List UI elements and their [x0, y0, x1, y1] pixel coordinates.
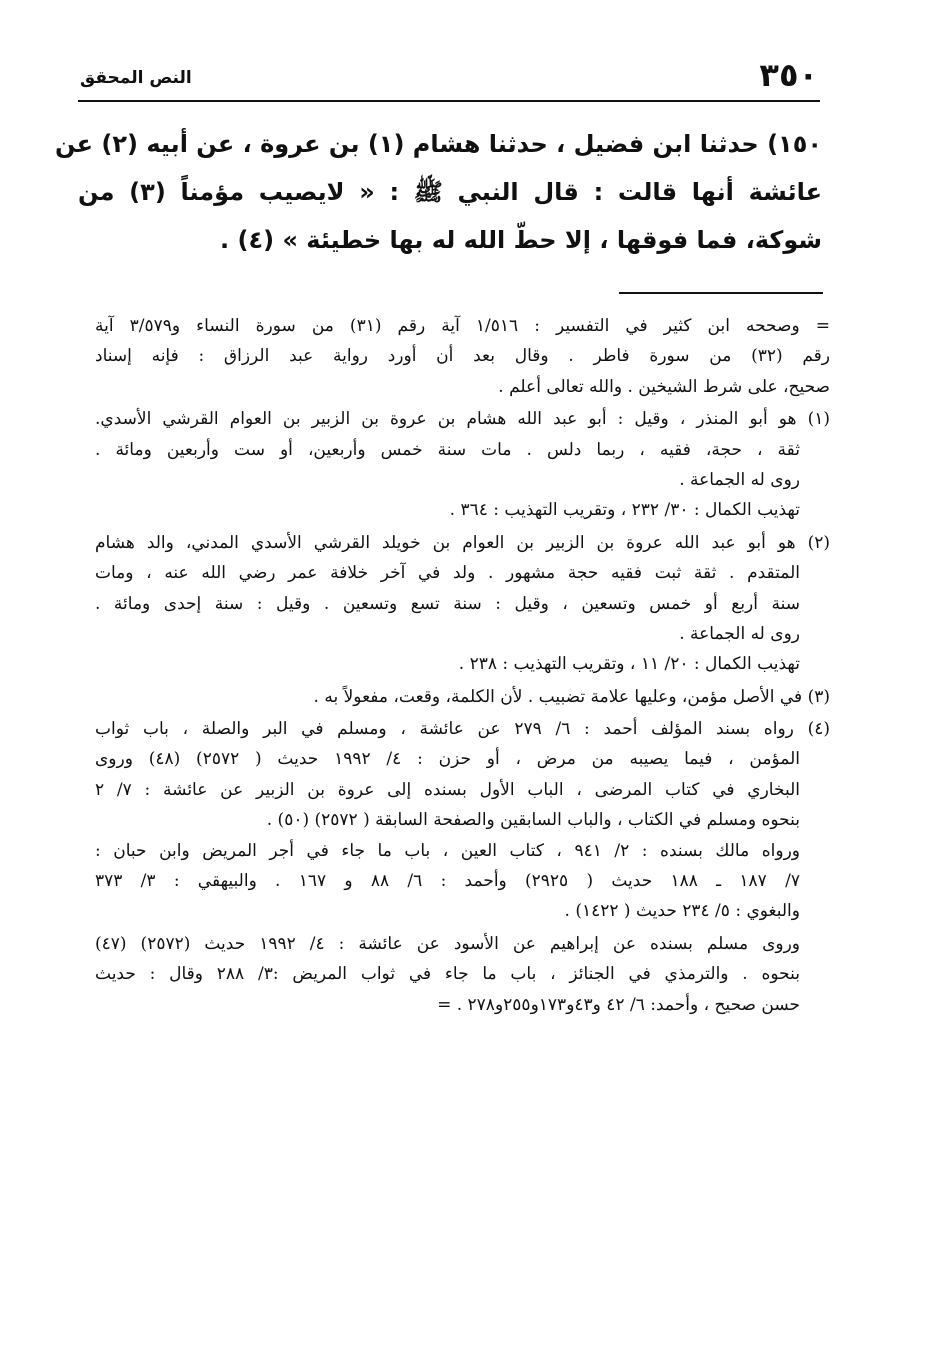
- footnote-line: روى له الجماعة .: [679, 469, 800, 490]
- footnote-line: = وصححه ابن كثير في التفسير : ١/٥١٦ آية رقم (٣١) من سورة النساء و٣/٥٧٩ آية: [95, 316, 830, 336]
- footnote-line: (١) هو أبو المنذر ، وقيل : أبو عبد الله هشام بن عروة بن الزبير بن العوام القرشي الأسدي.: [95, 409, 830, 430]
- footnote-separator: [619, 292, 823, 294]
- hadith-line: ١٥٠) حدثنا ابن فضيل ، حدثنا هشام (١) بن عروة ، عن أبيه (٢) عن: [55, 130, 822, 158]
- footnote-line: حسن صحيح ، وأحمد: ٦/ ٤٢ و٤٣و١٧٣و٢٥٥و٢٧٨ . =: [437, 994, 800, 1015]
- hadith-line: شوكة، فما فوقها ، إلا حطّ الله له بها خطيئة » (٤) .: [220, 226, 822, 254]
- footnote-line: المتقدم . ثقة ثبت فقيه حجة مشهور . ولد في آخر خلافة عمر رضي الله عنه ، ومات: [95, 563, 800, 584]
- footnote-line: تهذيب الكمال : ٢٠/ ١١ ، وتقريب التهذيب : ٢٣٨ .: [458, 654, 800, 675]
- footnote-line: ورواه مالك بسنده : ٢/ ٩٤١ ، كتاب العين ، باب ما جاء في أجر المريض وابن حبان :: [95, 840, 800, 861]
- footnote-line: روى له الجماعة .: [679, 623, 800, 644]
- footnote-line: المؤمن ، فيما يصيبه من مرض ، أو حزن : ٤/ ١٩٩٢ حديث ( ٢٥٧٢) (٤٨) وروى: [95, 749, 800, 770]
- footnote-2: [95, 528, 830, 680]
- hadith-line: عائشة أنها قالت : قال النبي ﷺ : « لايصيب مؤمناً (٣) من: [78, 178, 822, 206]
- footnote-line: بنحوه ومسلم في الكتاب ، والباب السابقين والصفحة السابقة ( ٢٥٧٢) (٥٠) .: [266, 810, 800, 831]
- footnote-3: [95, 682, 830, 712]
- hadith-text: [55, 120, 822, 264]
- footnote-line: (٣) في الأصل مؤمن، وعليها علامة تضبيب . لأن الكلمة، وقعت، مفعولاً به .: [313, 686, 830, 707]
- footnote-line: صحيح، على شرط الشيخين . والله تعالى أعلم .: [498, 376, 830, 397]
- footnote-line: وروى مسلم بسنده عن إبراهيم عن الأسود عن عائشة : ٤/ ١٩٩٢ حديث (٢٥٧٢) (٤٧): [95, 933, 801, 954]
- footnote-line: تهذيب الكمال : ٣٠/ ٢٣٢ ، وتقريب التهذيب : ٣٦٤ .: [449, 500, 800, 521]
- footnote-line: ٧/ ١٨٧ ـ ١٨٨ حديث ( ٢٩٢٥) وأحمد : ٦/ ٨٨ و ١٦٧ . والبيهقي : ٣/ ٣٧٣: [95, 871, 800, 892]
- page-header: [78, 58, 820, 102]
- footnote-line: ثقة ، حجة، فقيه ، ربما دلس . مات سنة خمس وأربعين، أو ست وأربعين ومائة .: [95, 439, 800, 460]
- footnote-line: (٢) هو أبو عبد الله عروة بن الزبير بن العوام بن خويلد القرشي الأسدي المدني، والد هشام: [95, 532, 830, 553]
- footnote-line: رقم (٣٢) من سورة فاطر . وقال بعد أن أورد رواية عبد الرزاق : فإنه إسناد: [95, 346, 831, 367]
- footnote-line: سنة أربع أو خمس وتسعين ، وقيل : سنة تسع وتسعين . وقيل : سنة إحدى ومائة .: [95, 593, 800, 614]
- running-title: النص المحقق: [80, 68, 192, 88]
- footnote-1: [95, 404, 830, 526]
- footnote-continuation: [95, 311, 830, 402]
- footnote-line: البخاري في كتاب المرضى ، الباب الأول بسنده إلى عروة بن الزبير عن عائشة : ٧/ ٢: [95, 779, 800, 800]
- footnotes: [95, 311, 830, 1020]
- page-number: ٣٥٠: [759, 56, 818, 94]
- footnote-line: بنحوه . والترمذي في الجنائز ، باب ما جاء في ثواب المريض :٣/ ٢٨٨ وقال : حديث: [95, 964, 800, 985]
- footnote-line: والبغوي : ٥/ ٢٣٤ حديث ( ١٤٢٢) .: [564, 901, 800, 922]
- footnote-4: [95, 714, 830, 1020]
- footnote-line: (٤) رواه بسند المؤلف أحمد : ٦/ ٢٧٩ عن عائشة ، ومسلم في البر والصلة ، باب ثواب: [95, 719, 830, 740]
